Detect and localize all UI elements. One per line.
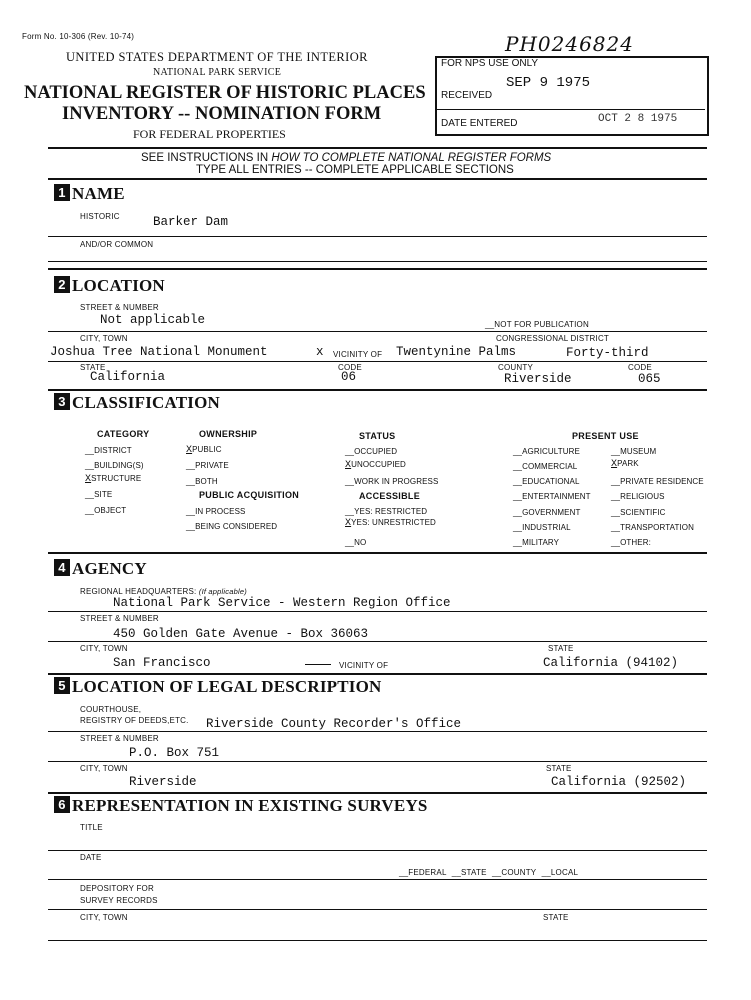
acquisition-in-process: __IN PROCESS bbox=[186, 507, 246, 516]
form-number: Form No. 10-306 (Rev. 10-74) bbox=[22, 32, 135, 41]
agency-vicinity-label: VICINITY OF bbox=[339, 661, 389, 670]
category-structure bbox=[85, 474, 141, 485]
section-legal-description-header bbox=[54, 677, 382, 697]
section-rule bbox=[48, 389, 707, 391]
category-object: __OBJECT bbox=[85, 506, 127, 515]
use-museum: __MUSEUM bbox=[611, 447, 657, 456]
received-label: RECEIVED bbox=[441, 90, 493, 101]
field-line bbox=[48, 331, 707, 332]
nps-use-label: FOR NPS USE ONLY bbox=[441, 58, 539, 69]
county-value: Riverside bbox=[504, 372, 572, 386]
field-line bbox=[48, 879, 707, 880]
category-site: __SITE bbox=[85, 490, 113, 499]
depository-label-line1: DEPOSITORY FOR bbox=[80, 884, 154, 893]
survey-city-label: CITY, TOWN bbox=[80, 913, 128, 922]
received-stamp: SEP 9 1975 bbox=[506, 75, 591, 91]
county-code-value: 065 bbox=[638, 372, 661, 386]
use-commercial: __COMMERCIAL bbox=[513, 462, 578, 471]
field-line bbox=[48, 236, 707, 237]
status-unoccupied bbox=[345, 460, 406, 471]
handwritten-reference-number: PH0246824 bbox=[505, 32, 634, 56]
instructions-line1-text: SEE INSTRUCTIONS IN bbox=[141, 152, 272, 164]
field-line bbox=[48, 909, 707, 910]
field-line bbox=[48, 761, 707, 762]
survey-title-label: TITLE bbox=[80, 823, 103, 832]
agency-state-value: California (94102) bbox=[543, 656, 679, 670]
instructions-book-title: HOW TO COMPLETE NATIONAL REGISTER FORMS bbox=[271, 152, 552, 164]
county-label: COUNTY bbox=[498, 363, 533, 372]
field-line bbox=[48, 361, 707, 362]
section-number: 5 bbox=[54, 677, 70, 694]
survey-date-label: DATE bbox=[80, 853, 102, 862]
ownership-public bbox=[186, 445, 222, 456]
legal-street-label: STREET & NUMBER bbox=[80, 734, 159, 743]
congressional-district-label: CONGRESSIONAL DISTRICT bbox=[496, 334, 610, 343]
form-title-line1: NATIONAL REGISTER OF HISTORIC PLACES bbox=[24, 83, 426, 103]
field-line bbox=[48, 940, 707, 941]
category-structure-label: STRUCTURE bbox=[91, 474, 142, 483]
use-other: __OTHER: bbox=[611, 538, 651, 547]
section-location-header bbox=[54, 276, 165, 296]
section-agency-header bbox=[54, 559, 147, 579]
nps-box-divider bbox=[437, 109, 705, 110]
public-acquisition-heading: PUBLIC ACQUISITION bbox=[199, 490, 300, 500]
common-name-label: AND/OR COMMON bbox=[80, 240, 154, 249]
vicinity-blank bbox=[305, 664, 331, 665]
section-title: REPRESENTATION IN EXISTING SURVEYS bbox=[72, 796, 428, 815]
accessible-heading: ACCESSIBLE bbox=[359, 491, 421, 501]
section-title: CLASSIFICATION bbox=[72, 393, 220, 412]
regional-hq-label-text: REGIONAL HEADQUARTERS: bbox=[80, 587, 197, 596]
checked-mark: X bbox=[345, 518, 352, 529]
present-use-heading: PRESENT USE bbox=[572, 431, 639, 441]
vicinity-mark: x bbox=[316, 345, 324, 359]
agency-street-label: STREET & NUMBER bbox=[80, 614, 159, 623]
section-rule bbox=[48, 268, 707, 270]
legal-street-value: P.O. Box 751 bbox=[129, 746, 220, 760]
legal-city-value: Riverside bbox=[129, 775, 197, 789]
instructions-line1 bbox=[141, 152, 551, 164]
accessible-yes-unrestricted-label: YES: UNRESTRICTED bbox=[351, 518, 436, 527]
survey-levels: __FEDERAL __STATE __COUNTY __LOCAL bbox=[399, 868, 579, 877]
field-line bbox=[48, 731, 707, 732]
courthouse-label-line1: COURTHOUSE, bbox=[80, 705, 142, 714]
section-classification-header bbox=[54, 393, 220, 413]
legal-state-value: California (92502) bbox=[551, 775, 687, 789]
regional-hq-label bbox=[80, 587, 247, 596]
use-park-label: PARK bbox=[617, 459, 639, 468]
agency-street-value: 450 Golden Gate Avenue - Box 36063 bbox=[113, 627, 369, 641]
category-buildings: __BUILDING(S) bbox=[85, 461, 144, 470]
ownership-private: __PRIVATE bbox=[186, 461, 229, 470]
use-private-residence: __PRIVATE RESIDENCE bbox=[611, 477, 704, 486]
legal-state-label: STATE bbox=[546, 764, 572, 773]
section-number: 3 bbox=[54, 393, 70, 410]
street-number-label: STREET & NUMBER bbox=[80, 303, 159, 312]
street-number-value: Not applicable bbox=[100, 313, 206, 327]
checked-mark: X bbox=[186, 445, 193, 456]
date-entered-label: DATE ENTERED bbox=[441, 118, 518, 129]
use-military: __MILITARY bbox=[513, 538, 560, 547]
depository-label-line2: SURVEY RECORDS bbox=[80, 896, 158, 905]
ownership-heading: OWNERSHIP bbox=[199, 429, 258, 439]
historic-label: HISTORIC bbox=[80, 212, 120, 221]
section-number: 1 bbox=[54, 184, 70, 201]
agency-city-value: San Francisco bbox=[113, 656, 211, 670]
section-rule bbox=[48, 673, 707, 675]
checked-mark: X bbox=[345, 460, 352, 471]
regional-hq-value: National Park Service - Western Region Office bbox=[113, 596, 451, 610]
section-name-header bbox=[54, 184, 125, 204]
acquisition-being-considered: __BEING CONSIDERED bbox=[186, 522, 278, 531]
use-park bbox=[611, 459, 639, 470]
section-number: 6 bbox=[54, 796, 70, 813]
state-code-value: 06 bbox=[341, 370, 357, 384]
survey-state-label: STATE bbox=[543, 913, 569, 922]
use-scientific: __SCIENTIFIC bbox=[611, 508, 666, 517]
section-title: LOCATION bbox=[72, 276, 165, 295]
agency-state-label: STATE bbox=[548, 644, 574, 653]
date-entered-stamp: OCT 2 8 1975 bbox=[598, 113, 678, 125]
state-label: STATE bbox=[80, 363, 106, 372]
checked-mark: X bbox=[611, 459, 618, 470]
city-town-label: CITY, TOWN bbox=[80, 334, 128, 343]
state-value: California bbox=[90, 370, 166, 384]
form-subtitle: FOR FEDERAL PROPERTIES bbox=[133, 127, 286, 141]
section-number: 4 bbox=[54, 559, 70, 576]
vicinity-of-label: VICINITY OF bbox=[333, 350, 383, 359]
section-surveys-header bbox=[54, 796, 428, 816]
field-line bbox=[48, 850, 707, 851]
use-religious: __RELIGIOUS bbox=[611, 492, 665, 501]
instructions-line2: TYPE ALL ENTRIES -- COMPLETE APPLICABLE SECTIONS bbox=[196, 164, 514, 176]
field-line bbox=[48, 611, 707, 612]
field-line bbox=[48, 261, 707, 262]
status-unoccupied-label: UNOCCUPIED bbox=[351, 460, 406, 469]
use-government: __GOVERNMENT bbox=[513, 508, 581, 517]
instructions-bottom-rule bbox=[48, 178, 707, 180]
section-title: NAME bbox=[72, 184, 125, 203]
not-for-publication-option: __NOT FOR PUBLICATION bbox=[485, 320, 589, 329]
field-line bbox=[48, 641, 707, 642]
section-title: AGENCY bbox=[72, 559, 147, 578]
status-work-in-progress: __WORK IN PROGRESS bbox=[345, 477, 439, 486]
code-label: CODE bbox=[338, 363, 362, 372]
instructions-rule bbox=[48, 147, 707, 149]
section-rule bbox=[48, 552, 707, 554]
accessible-no: __NO bbox=[345, 538, 367, 547]
vicinity-value: Twentynine Palms bbox=[396, 345, 517, 359]
use-educational: __EDUCATIONAL bbox=[513, 477, 580, 486]
use-transportation: __TRANSPORTATION bbox=[611, 523, 694, 532]
status-occupied: __OCCUPIED bbox=[345, 447, 398, 456]
city-town-value: Joshua Tree National Monument bbox=[50, 345, 268, 359]
use-entertainment: __ENTERTAINMENT bbox=[513, 492, 591, 501]
ownership-public-label: PUBLIC bbox=[192, 445, 222, 454]
checked-mark: X bbox=[85, 474, 92, 485]
form-title-line2: INVENTORY -- NOMINATION FORM bbox=[62, 104, 382, 124]
agency-city-label: CITY, TOWN bbox=[80, 644, 128, 653]
regional-hq-note: (If applicable) bbox=[198, 587, 247, 596]
use-industrial: __INDUSTRIAL bbox=[513, 523, 571, 532]
category-district: __DISTRICT bbox=[85, 446, 132, 455]
agency-name: NATIONAL PARK SERVICE bbox=[153, 67, 282, 78]
status-heading: STATUS bbox=[359, 431, 396, 441]
category-heading: CATEGORY bbox=[97, 429, 150, 439]
section-rule bbox=[48, 792, 707, 794]
department-name: UNITED STATES DEPARTMENT OF THE INTERIOR bbox=[66, 50, 368, 64]
county-code-label: CODE bbox=[628, 363, 652, 372]
historic-name-value: Barker Dam bbox=[153, 215, 229, 229]
courthouse-value: Riverside County Recorder's Office bbox=[206, 717, 462, 731]
section-title: LOCATION OF LEGAL DESCRIPTION bbox=[72, 677, 382, 696]
courthouse-label-line2: REGISTRY OF DEEDS,ETC. bbox=[80, 716, 189, 725]
accessible-yes-restricted: __YES: RESTRICTED bbox=[345, 507, 428, 516]
legal-city-label: CITY, TOWN bbox=[80, 764, 128, 773]
congressional-district-value: Forty-third bbox=[566, 346, 649, 360]
section-number: 2 bbox=[54, 276, 70, 293]
use-agriculture: __AGRICULTURE bbox=[513, 447, 580, 456]
accessible-yes-unrestricted bbox=[345, 518, 436, 529]
ownership-both: __BOTH bbox=[186, 477, 218, 486]
